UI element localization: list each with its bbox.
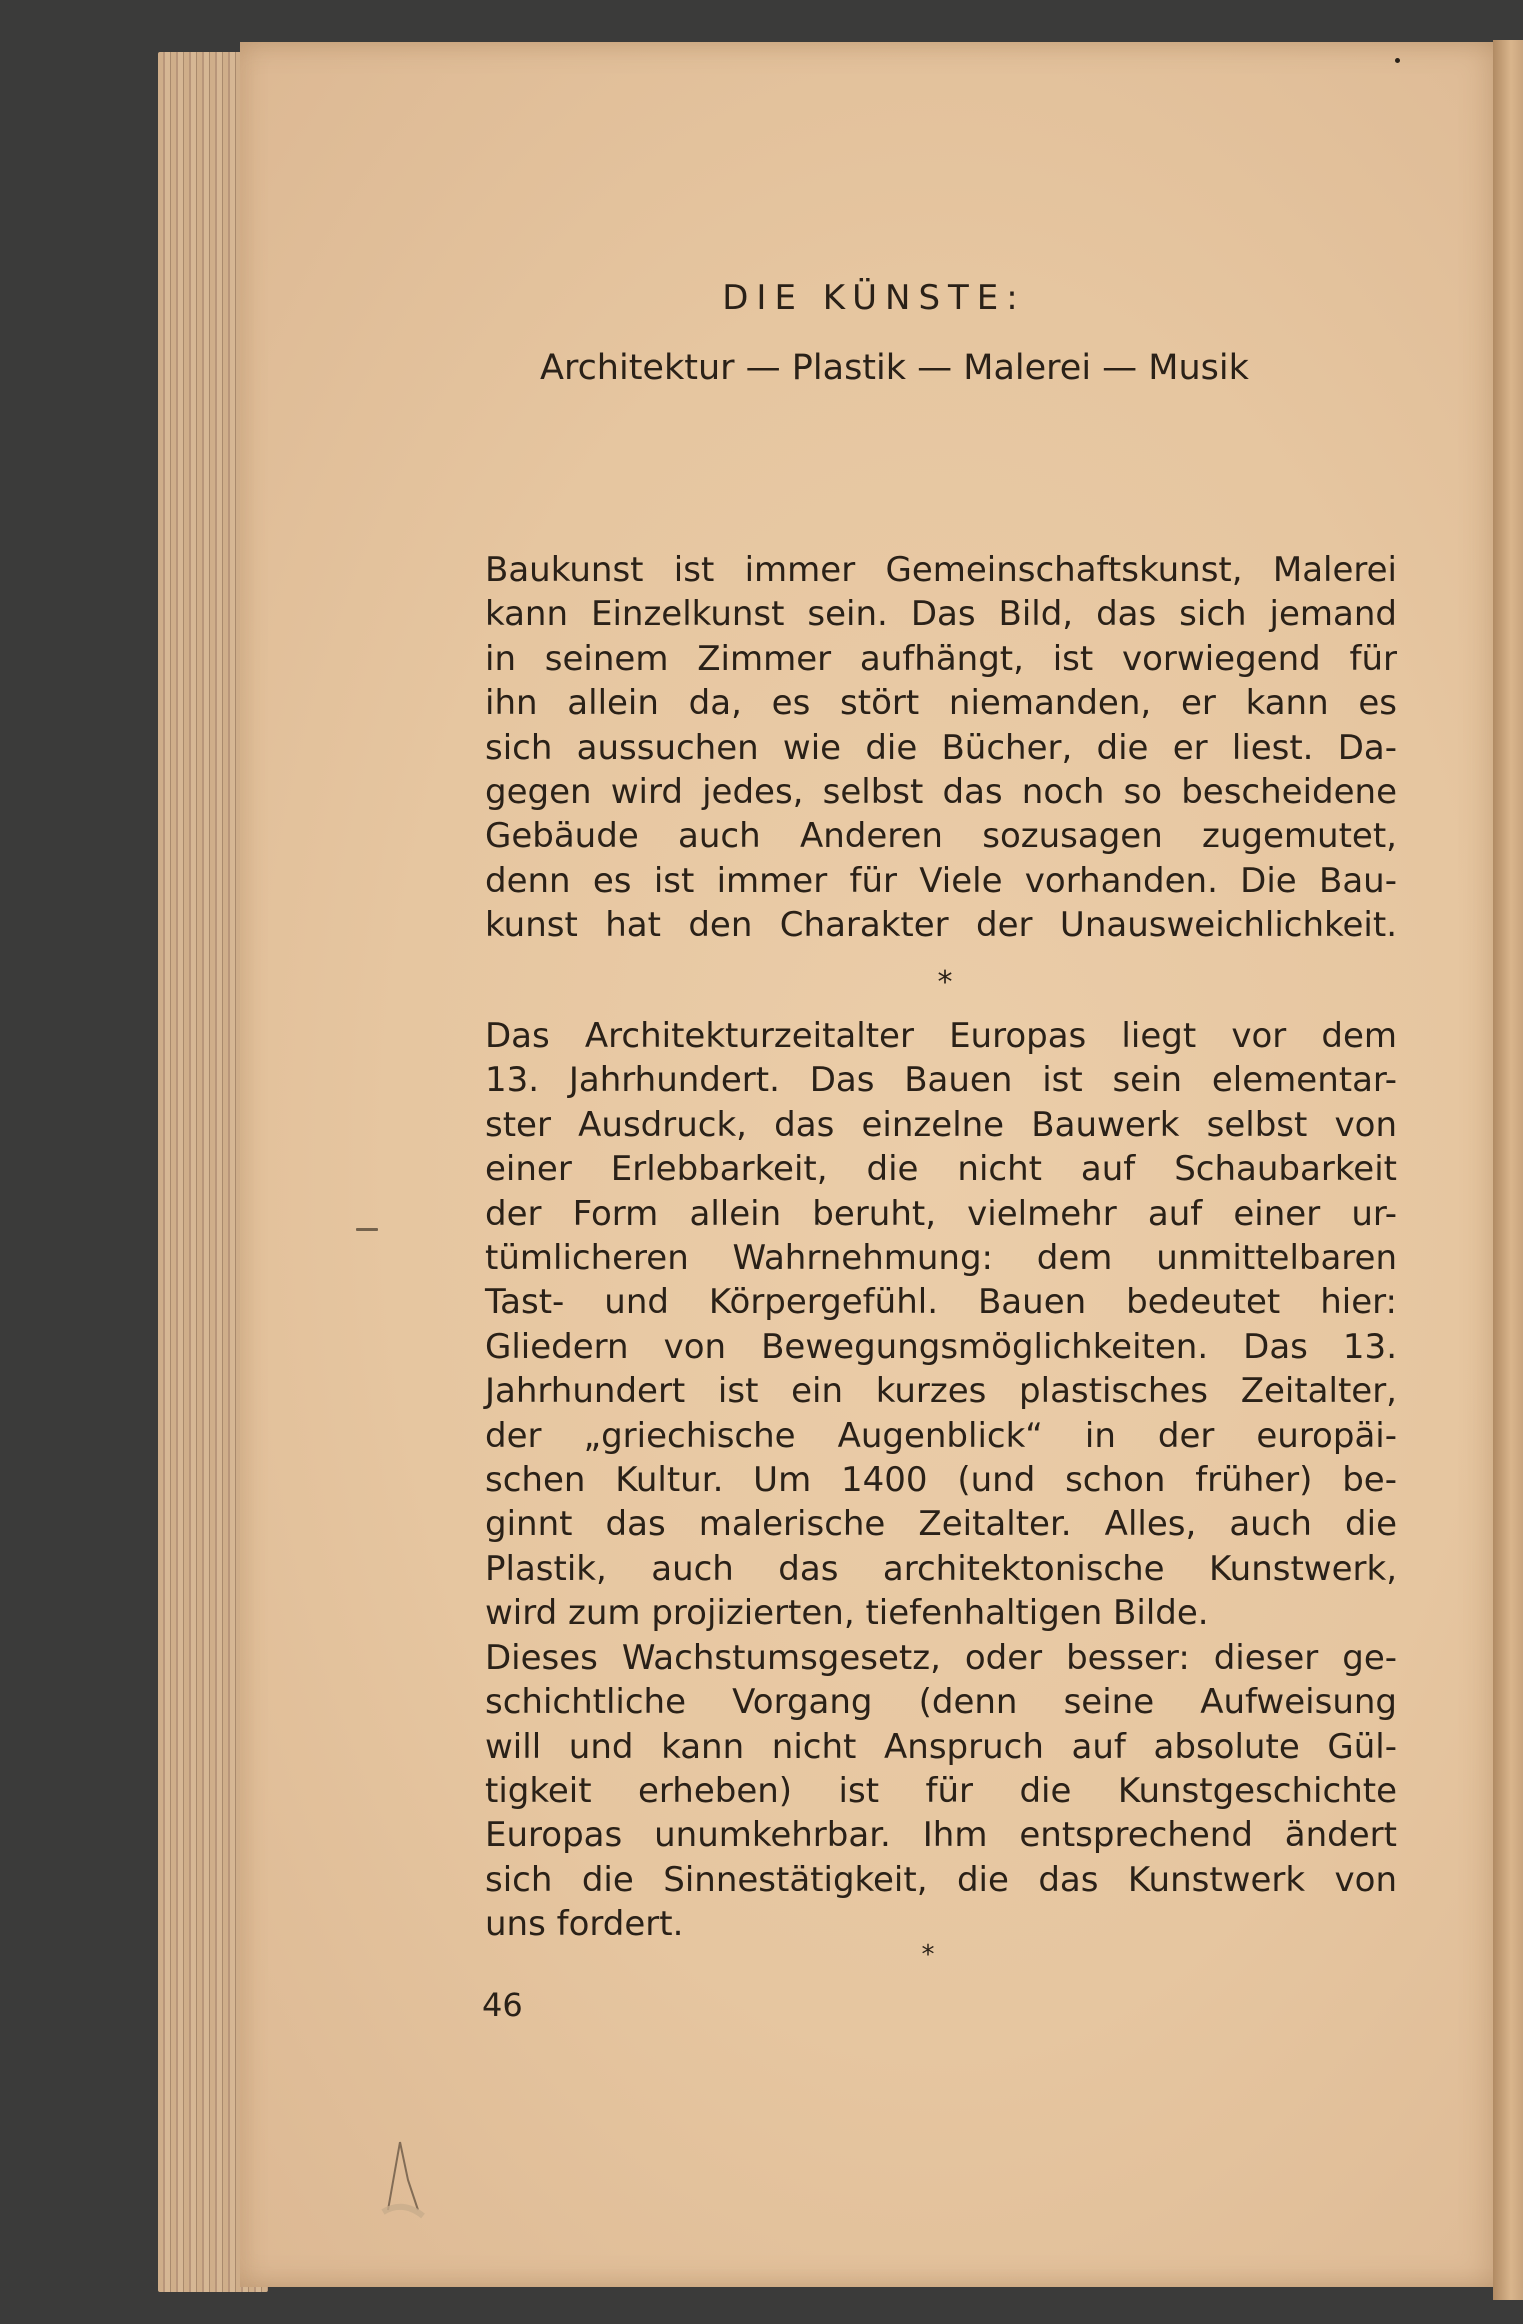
- paragraph-1-line: gegen wird jedes, selbst das noch so bescheidene: [485, 772, 1397, 813]
- paragraph-2-line: will und kann nicht Anspruch auf absolute Gül-: [485, 1726, 1397, 1767]
- paragraph-1: [485, 548, 1397, 948]
- chapter-heading-text: DIE KÜNSTE:: [722, 278, 1026, 318]
- paragraph-2-line: schen Kultur. Um 1400 (und schon früher) be-: [485, 1460, 1397, 1501]
- paragraph-2-line: tigkeit erheben) ist für die Kunstgeschichte: [485, 1770, 1397, 1811]
- speck: [1395, 58, 1400, 63]
- paragraph-2-line: uns fordert.: [485, 1904, 684, 1945]
- paragraph-2-line: Das Architekturzeitalter Europas liegt vor dem: [485, 1016, 1397, 1056]
- section-separator-1: *: [937, 965, 953, 1000]
- paragraph-2-line: der „griechische Augenblick“ in der europäi-: [485, 1415, 1397, 1456]
- paragraph-2-line: Europas unumkehrbar. Ihm entsprechend ändert: [485, 1815, 1397, 1856]
- paper-tear-mark: [378, 2140, 438, 2220]
- paragraph-2-line: schichtliche Vorgang (denn seine Aufweisung: [485, 1682, 1397, 1723]
- paragraph-2-line: ster Ausdruck, das einzelne Bauwerk selbst von: [485, 1104, 1397, 1145]
- paragraph-2-line: Tast- und Körpergefühl. Bauen bedeutet hier:: [485, 1282, 1397, 1323]
- paragraph-2-line: Jahrhundert ist ein kurzes plastisches Zeitalter,: [485, 1371, 1397, 1412]
- paragraph-2-line: Gliedern von Bewegungsmöglichkeiten. Das 13.: [485, 1326, 1397, 1367]
- paragraph-2: [485, 1014, 1397, 1947]
- paragraph-2-line: der Form allein beruht, vielmehr auf einer ur-: [485, 1193, 1397, 1234]
- paragraph-1-line: kann Einzelkunst sein. Das Bild, das sich jemand: [485, 594, 1397, 635]
- paragraph-1-line: Gebäude auch Anderen sozusagen zugemutet,: [485, 816, 1397, 857]
- section-separator-2: *: [921, 1940, 935, 1970]
- paragraph-2-line: wird zum projizierten, tiefenhaltigen Bilde.: [485, 1593, 1209, 1634]
- paragraph-2-line: 13. Jahrhundert. Das Bauen ist sein elementar-: [485, 1060, 1397, 1101]
- paragraph-2-line: einer Erlebbarkeit, die nicht auf Schaubarkeit: [485, 1149, 1397, 1190]
- chapter-subheading: Architektur — Plastik — Malerei — Musik: [540, 348, 1249, 388]
- paragraph-1-line: Baukunst ist immer Gemeinschaftskunst, Malerei: [485, 550, 1397, 590]
- paragraph-1-line: denn es ist immer für Viele vorhanden. Die Bau-: [485, 860, 1397, 901]
- paragraph-1-line: kunst hat den Charakter der Unausweichlichkeit.: [485, 905, 1397, 946]
- paragraph-2-line: sich die Sinnestätigkeit, die das Kunstwerk von: [485, 1859, 1397, 1900]
- chapter-heading: [240, 278, 1508, 318]
- paragraph-1-line: sich aussuchen wie die Bücher, die er liest. Da-: [485, 727, 1397, 768]
- paragraph-2-line: tümlicheren Wahrnehmung: dem unmittelbaren: [485, 1238, 1397, 1279]
- margin-mark: [356, 1228, 378, 1231]
- paragraph-2-line: ginnt das malerische Zeitalter. Alles, auch die: [485, 1504, 1397, 1545]
- page-number: 46: [482, 1986, 523, 2024]
- book-gutter: [1493, 40, 1523, 2300]
- paragraph-1-line: in seinem Zimmer aufhängt, ist vorwiegend für: [485, 638, 1397, 679]
- paragraph-2-line: Dieses Wachstumsgesetz, oder besser: dieser ge-: [485, 1637, 1397, 1678]
- paragraph-1-line: ihn allein da, es stört niemanden, er kann es: [485, 683, 1397, 724]
- paragraph-2-line: Plastik, auch das architektonische Kunstwerk,: [485, 1548, 1397, 1589]
